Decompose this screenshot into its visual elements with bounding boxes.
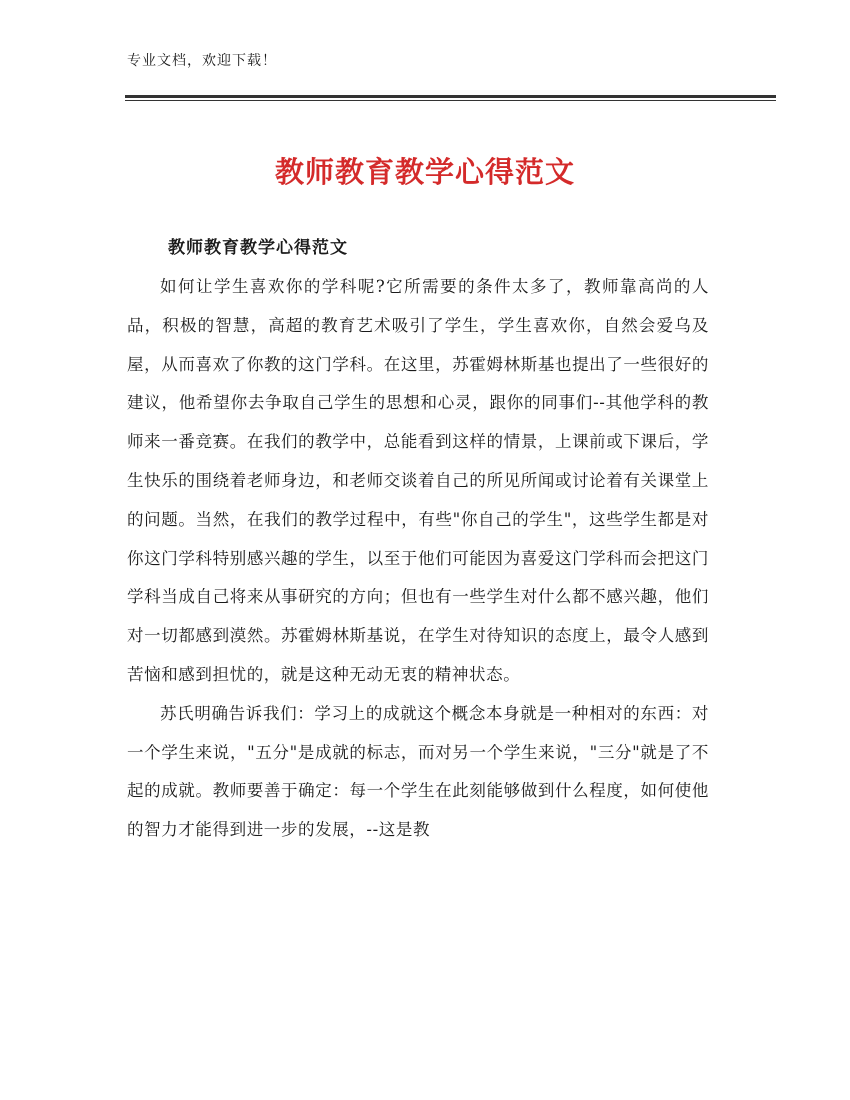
header-rule-thick — [125, 95, 776, 98]
document-subtitle: 教师教育教学心得范文 — [168, 238, 348, 258]
paragraph-2: 苏氏明确告诉我们：学习上的成就这个概念本身就是一种相对的东西：对一个学生来说，"五分"是成就的标志，而对另一个学生来说，"三分"就是了不起的成就。教师要善于确定：每一个学生在此刻能够做到什么程度，如何使他的智力才能得到进一步的发展，--这是教 — [127, 703, 709, 840]
page-header-text: 专业文档，欢迎下载！ — [127, 53, 277, 69]
document-body — [127, 268, 709, 850]
header-rule-thin — [125, 100, 776, 101]
paragraph-1: 如何让学生喜欢你的学科呢?它所需要的条件太多了，教师靠高尚的人品，积极的智慧，高超的教育艺术吸引了学生，学生喜欢你，自然会爱乌及屋，从而喜欢了你教的这门学科。在这里，苏霍姆林斯基也提出了一些很好的建议，他希望你去争取自己学生的思想和心灵，跟你的同事们--其他学科的教师来一番竞赛。在我们的教学中，总能看到这样的情景，上课前或下课后，学生快乐的围绕着老师身边，和老师交谈着自己的所见所闻或讨论着有关课堂上的问题。当然，在我们的教学过程中，有些"你自己的学生"，这些学生都是对你这门学科特别感兴趣的学生，以至于他们可能因为喜爱这门学科而会把这门学科当成自己将来从事研究的方向；但也有一些学生对什么都不感兴趣，他们对一切都感到漠然。苏霍姆林斯基说，在学生对待知识的态度上，最令人感到苦恼和感到担忧的，就是这种无动无衷的精神状态。 — [127, 277, 709, 684]
document-title: 教师教育教学心得范文 — [274, 155, 575, 189]
